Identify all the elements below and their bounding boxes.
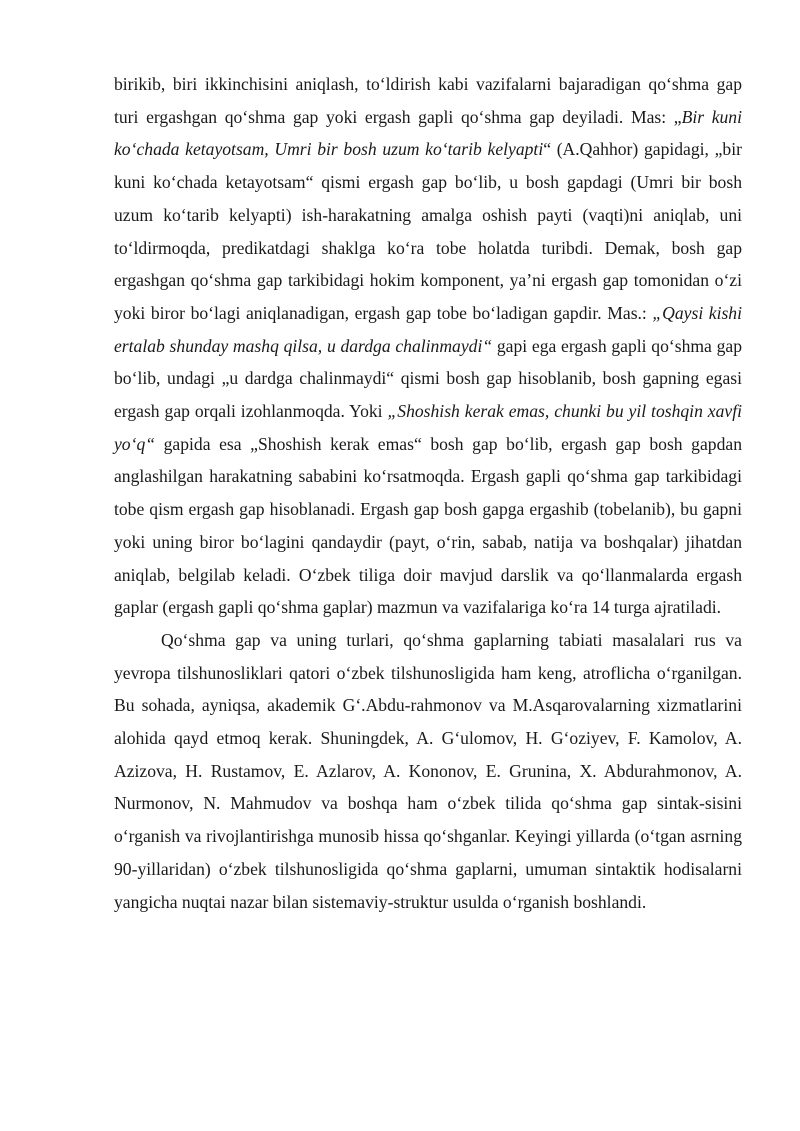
text-run: birikib, biri ikkinchisini aniqlash, to‘ldirish kabi vazifalarni bajaradigan qo‘shma gap turi ergashgan qo‘shma gap yoki ergash gapli qo‘shma gap deyiladi. Mas: „: [114, 74, 742, 127]
italic-example: „Shoshish kerak emas, chunki bu yil toshqin xavfi yo‘q“: [114, 401, 742, 454]
italic-example: Bir kuni ko‘chada ketayotsam, Umri bir bosh uzum ko‘tarib kelyapti: [114, 106, 742, 160]
paragraph-2: [114, 624, 742, 918]
text-run: “ (A.Qahhor) gapidagi, „bir kuni ko‘chada ketayotsam“ qismi ergash gap bo‘lib, u bosh gapdagi (Umri bir bosh uzum ko‘tarib kelyapti) ish-harakatning amalga oshish payti (vaqti)ni aniqlab, uni to‘ldirmoqda, predikatdagi shaklga ko‘ra tobe holatda turibdi. Demak, bosh gap ergashgan qo‘shma gap tarkibidagi hokim komponent, ya’ni ergash gap tomonidan o‘zi yoki biror bo‘lagi aniqlanadigan, ergash gap tobe bo‘ladigan gapdir. Mas.:: [114, 139, 742, 323]
document-page: [114, 68, 742, 918]
text-run: gapi ega ergash gapli qo‘shma gap bo‘lib, undagi „u dardga chalinmaydi“ qismi bosh gap hisoblanib, bosh gapning egasi ergash gap orqali izohlanmoqda. Yoki: [114, 335, 742, 422]
text-run: gapida esa „Shoshish kerak emas“ bosh gap bo‘lib, ergash gap bosh gapdan anglashilgan harakatning sababini ko‘rsatmoqda. Ergash gapli qo‘shma gap tarkibidagi tobe qism ergash gap hisoblanadi. Ergash gap bosh gapga ergashib (tobelanib), bu gapni yoki uning biror bo‘lagini qandaydir (payt, o‘rin, sabab, natija va boshqalar) jihatdan aniqlab, belgilab keladi. O‘zbek tiliga doir mavjud darslik va qo‘llanmalarda ergash gaplar (ergash gapli qo‘shma gaplar) mazmun va vazifalariga ko‘ra 14 turga ajratiladi.: [114, 433, 742, 618]
italic-example: „Qaysi kishi ertalab shunday mashq qilsa, u dardga chalinmaydi“: [114, 302, 742, 356]
text-run: Qo‘shma gap va uning turlari, qo‘shma gaplarning tabiati masalalari rus va yevropa tilshunosliklari qatori o‘zbek tilshunosligida ham keng, atroflicha o‘rganilgan. Bu sohada, ayniqsa, akademik G‘.Abdu-rahmonov va M.Asqarovalarning xizmatlarini alohida qayd etmoq kerak. Shuningdek, A. G‘ulomov, H. G‘oziyev, F. Kamolov, A. Azizova, H. Rustamov, E. Azlarov, A. Kononov, E. Grunina, X. Abdurahmonov, A. Nurmonov, N. Mahmudov va boshqa ham o‘zbek tilida qo‘shma gap sintak-sisini o‘rganish va rivojlantirishga munosib hissa qo‘shganlar. Keyingi yillarda (o‘tgan asrning 90-yillaridan) o‘zbek tilshunosligida qo‘shma gaplarni, umuman sintaktik hodisalarni yangicha nuqtai nazar bilan sistemaviy-struktur usulda o‘rganish boshlandi.: [114, 629, 742, 912]
paragraph-1: [114, 68, 742, 624]
